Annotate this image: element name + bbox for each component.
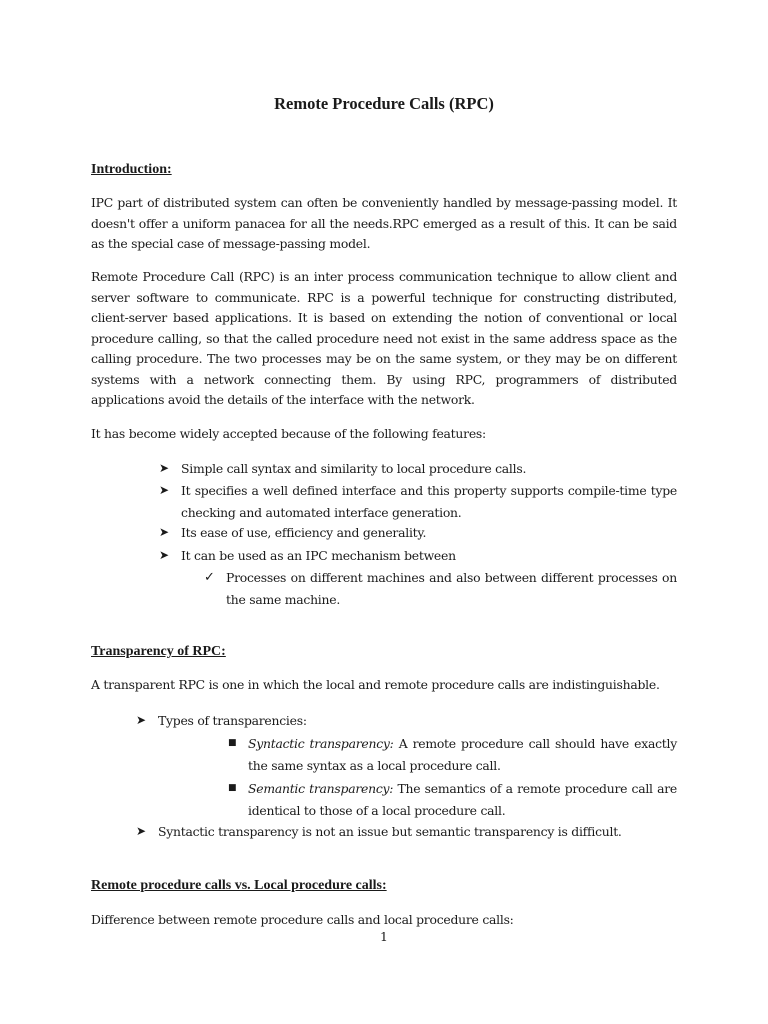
feature-item: Simple call syntax and similarity to local procedure calls. xyxy=(181,461,527,476)
arrow-bullet-icon: ➤ xyxy=(136,713,147,727)
feature-item: Its ease of use, efficiency and generality. xyxy=(181,525,427,540)
semantic-item xyxy=(248,778,677,821)
square-bullet-icon: ■ xyxy=(228,738,237,748)
transparency-heading: Transparency of RPC: xyxy=(91,644,226,659)
comparison-heading: Remote procedure calls vs. Local procedure calls: xyxy=(91,878,387,893)
feature-item: It can be used as an IPC mechanism between xyxy=(181,548,456,563)
arrow-bullet-icon: ➤ xyxy=(159,548,170,562)
semantic-term: Semantic transparency: xyxy=(248,781,394,796)
syntactic-term: Syntactic transparency: xyxy=(248,736,394,751)
transparency-note: Syntactic transparency is not an issue but semantic transparency is difficult. xyxy=(158,824,622,839)
syntactic-item xyxy=(248,733,677,776)
syntactic-text: A remote procedure call should have exactly the same syntax as a local procedure call. xyxy=(248,736,677,773)
arrow-bullet-icon: ➤ xyxy=(159,525,170,539)
arrow-bullet-icon: ➤ xyxy=(136,824,147,838)
feature-item: It specifies a well defined interface and this property supports compile-time type checking and automated interface generation. xyxy=(181,483,677,520)
subfeature-item: Processes on different machines and also between different processes on the same machine. xyxy=(226,570,677,607)
checkmark-bullet-icon: ✓ xyxy=(204,570,215,585)
comparison-paragraph: Difference between remote procedure calls and local procedure calls: xyxy=(91,912,514,927)
introduction-heading: Introduction: xyxy=(91,162,172,177)
intro-paragraph-3: It has become widely accepted because of the following features: xyxy=(91,426,486,441)
transparency-paragraph: A transparent RPC is one in which the local and remote procedure calls are indistinguishable. xyxy=(91,677,660,692)
page-number: 1 xyxy=(380,929,388,944)
arrow-bullet-icon: ➤ xyxy=(159,461,170,475)
square-bullet-icon: ■ xyxy=(228,783,237,793)
document-title: Remote Procedure Calls (RPC) xyxy=(274,94,494,113)
semantic-text: The semantics of a remote procedure call are identical to those of a local procedure call. xyxy=(248,781,677,818)
intro-paragraph-2: Remote Procedure Call (RPC) is an inter process communication technique to allow client and server software to communicate. RPC is a powerful technique for constructing distributed, client-server based applications. It is based on extending the notion of conventional or local procedure calling, so that the called procedure need not exist in the same address space as the calling procedure. The two processes may be on the same system, or they may be on different systems with a network connecting them. By using RPC, programmers of distributed applications avoid the details of the interface with the network. xyxy=(91,269,677,407)
intro-paragraph-1: IPC part of distributed system can often be conveniently handled by message-passing model. It doesn't offer a uniform panacea for all the needs.RPC emerged as a result of this. It can be said as the special case of message-passing model. xyxy=(91,195,677,251)
arrow-bullet-icon: ➤ xyxy=(159,483,170,497)
types-label: Types of transparencies: xyxy=(158,713,307,728)
